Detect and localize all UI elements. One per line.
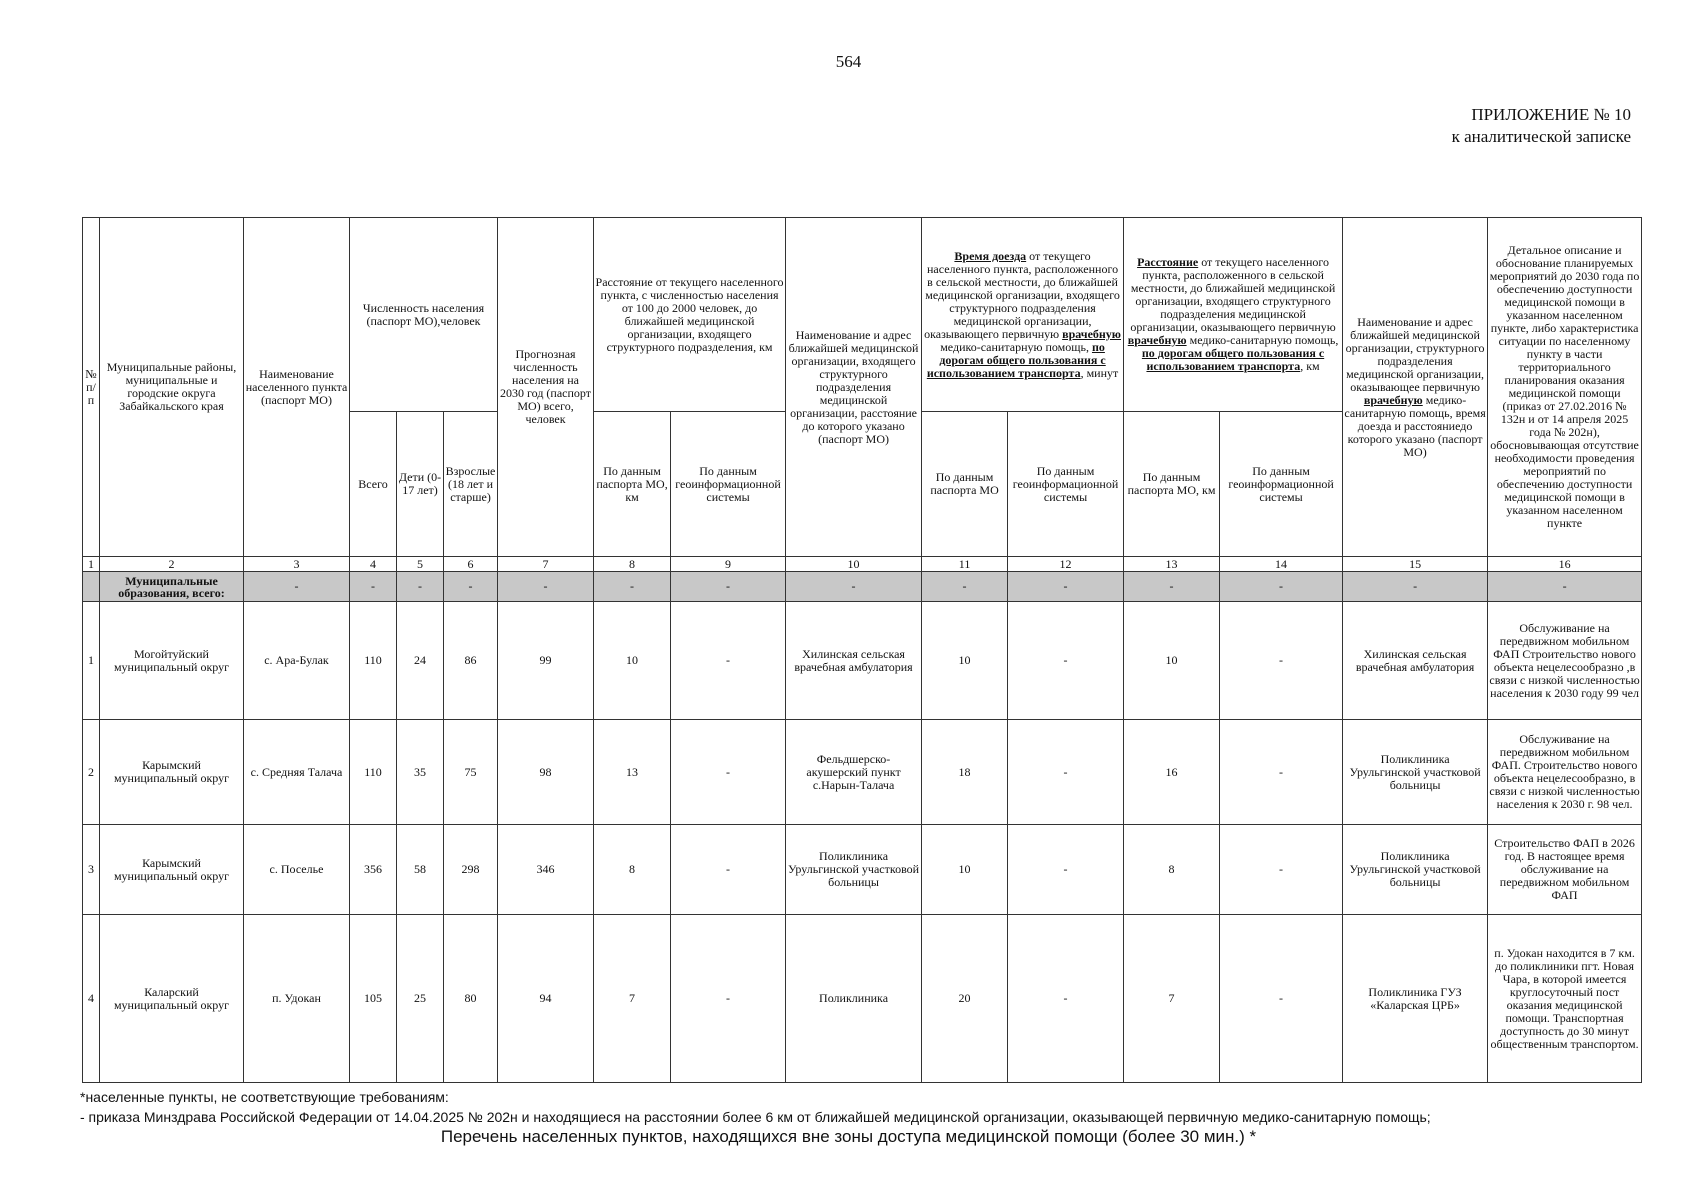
column-number: 2 <box>100 557 244 572</box>
header-col-15-p1: Наименование и адрес ближайшей медицинской организации, структурного подразделения медицинской организации, оказывающее первичную <box>1345 314 1485 394</box>
road-distance-gis-cell: - <box>1220 602 1343 720</box>
header-distance-group: Расстояние от текущего населенного пункта, с численностью населения от 100 до 2000 человек, до ближайшей медицинской организации, входящего структурного подразделения, км <box>594 218 786 412</box>
road-distance-gis-cell: - <box>1220 825 1343 915</box>
header-col-6: Взрослые (18 лет и старше) <box>444 412 498 557</box>
nearest-org-cell: Фельдшерско-акушерский пункт с.Нарын-Талача <box>786 720 922 825</box>
road-distance-gis-cell: - <box>1220 915 1343 1083</box>
total-dash: - <box>671 572 786 602</box>
page-number: 564 <box>835 52 862 71</box>
district-cell: Могойтуйский муниципальный округ <box>100 602 244 720</box>
header-travel-time-p4: медико-санитарную помощь, <box>940 339 1092 354</box>
header-travel-time-p5: по дорогам общего пользования с использованием транспорта <box>926 339 1106 380</box>
header-col-11: По данным паспорта МО <box>922 412 1008 557</box>
column-number: 6 <box>444 557 498 572</box>
total-row <box>83 572 1642 602</box>
distance-gis-cell: - <box>671 825 786 915</box>
distance-mo-cell: 7 <box>594 915 671 1083</box>
header-travel-time-p1: Время доезда <box>954 248 1027 263</box>
settlement-cell: с. Средняя Талача <box>244 720 350 825</box>
population-adults-cell: 75 <box>444 720 498 825</box>
header-road-distance-p4: медико-санитарную помощь, <box>1186 333 1339 347</box>
header-col-3: Наименование населенного пункта (паспорт МО) <box>244 218 350 557</box>
travel-time-mo-cell: 10 <box>922 602 1008 720</box>
list-title: Перечень населенных пунктов, находящихся вне зоны доступа медицинской помощи (более 30 мин.) * <box>440 1127 1257 1146</box>
column-number: 1 <box>83 557 100 572</box>
road-distance-mo-cell: 16 <box>1124 720 1220 825</box>
column-number: 13 <box>1124 557 1220 572</box>
district-cell: Каларский муниципальный округ <box>100 915 244 1083</box>
table-row <box>83 720 1642 825</box>
header-col-7: Прогнозная численность населения на 2030 год (паспорт МО) всего, человек <box>498 218 594 557</box>
settlements-table <box>82 217 1642 1083</box>
table-row <box>83 825 1642 915</box>
total-dash: - <box>1008 572 1124 602</box>
total-dash: - <box>786 572 922 602</box>
distance-mo-cell: 10 <box>594 602 671 720</box>
nearest-org-cell: Поликлиника <box>786 915 922 1083</box>
primary-care-org-cell: Поликлиника Урульгинской участковой больницы <box>1343 720 1488 825</box>
header-col-16: Детальное описание и обоснование планируемых мероприятий до 2030 года по обеспечению доступности медицинской помощи в указанном населенном пункте, либо характеристика ситуации по населенному пункту в части территориального планирования оказания медицинской помощи (приказ от 27.02.2016 № 132н и от 14 апреля 2025 года № 202н), обосновывающая отсутствие необходимости проведения мероприятий по обеспечению доступности медицинской помощи в указанном населенном пункте <box>1488 218 1642 557</box>
population-total-cell: 110 <box>350 720 397 825</box>
header-col-2: Муниципальные районы, муниципальные и городские округа Забайкальского края <box>100 218 244 557</box>
total-dash: - <box>498 572 594 602</box>
header-col-15-p3: медико-санитарную помощь, время доезда и расстояниедо которого указано (паспорт МО) <box>1344 392 1486 459</box>
column-number: 15 <box>1343 557 1488 572</box>
road-distance-gis-cell: - <box>1220 720 1343 825</box>
row-number: 1 <box>83 602 100 720</box>
population-children-cell: 25 <box>397 915 444 1083</box>
road-distance-mo-cell: 8 <box>1124 825 1220 915</box>
distance-gis-cell: - <box>671 602 786 720</box>
header-col-8: По данным паспорта МО, км <box>594 412 671 557</box>
header-road-distance-p5: по дорогам общего пользования с использованием транспорта <box>1141 346 1325 373</box>
header-col-9: По данным геоинформационной системы <box>671 412 786 557</box>
header-col-15 <box>1343 218 1488 557</box>
column-number: 11 <box>922 557 1008 572</box>
travel-time-mo-cell: 10 <box>922 825 1008 915</box>
total-dash: - <box>922 572 1008 602</box>
population-adults-cell: 298 <box>444 825 498 915</box>
column-number: 12 <box>1008 557 1124 572</box>
distance-mo-cell: 8 <box>594 825 671 915</box>
total-cell-empty <box>83 572 100 602</box>
population-total-cell: 105 <box>350 915 397 1083</box>
column-number: 9 <box>671 557 786 572</box>
header-row-1 <box>83 218 1642 412</box>
settlement-cell: с. Поселье <box>244 825 350 915</box>
header-col-13: По данным паспорта МО, км <box>1124 412 1220 557</box>
distance-gis-cell: - <box>671 720 786 825</box>
forecast-cell: 346 <box>498 825 594 915</box>
primary-care-org-cell: Поликлиника ГУЗ «Каларская ЦРБ» <box>1343 915 1488 1083</box>
column-number: 3 <box>244 557 350 572</box>
forecast-cell: 98 <box>498 720 594 825</box>
total-label: Муниципальные образования, всего: <box>100 572 244 602</box>
table-row <box>83 602 1642 720</box>
road-distance-mo-cell: 7 <box>1124 915 1220 1083</box>
column-number-row <box>83 557 1642 572</box>
header-road-distance-p3: врачебную <box>1127 333 1187 347</box>
header-col-12: По данным геоинформационной системы <box>1008 412 1124 557</box>
travel-time-gis-cell: - <box>1008 602 1124 720</box>
footnote-line-2: - приказа Минздрава Российской Федерации от 14.04.2025 № 202н и находящиеся на расстоянии более 6 км от ближайшей медицинской организации, оказывающей первичную медико-санитарную помощь; <box>80 1109 1431 1125</box>
header-travel-time-p6: , минут <box>1080 365 1119 380</box>
appendix-heading <box>1452 104 1631 148</box>
column-number: 16 <box>1488 557 1642 572</box>
footnotes <box>80 1087 1431 1127</box>
population-children-cell: 58 <box>397 825 444 915</box>
total-dash: - <box>397 572 444 602</box>
total-dash: - <box>244 572 350 602</box>
population-total-cell: 356 <box>350 825 397 915</box>
total-dash: - <box>350 572 397 602</box>
header-road-distance-p2: от текущего населенного пункта, расположенного в сельской местности, до ближайшей медицинской организации, входящего структурного подразделения медицинской организации, оказывающего первичную <box>1130 255 1336 334</box>
description-cell: Строительство ФАП в 2026 год. В настоящее время обслуживание на передвижном мобильном ФАП <box>1488 825 1642 915</box>
appendix-subtitle: к аналитической записке <box>1451 127 1631 146</box>
settlement-cell: с. Ара-Булак <box>244 602 350 720</box>
column-number: 5 <box>397 557 444 572</box>
nearest-org-cell: Хилинская сельская врачебная амбулатория <box>786 602 922 720</box>
population-total-cell: 110 <box>350 602 397 720</box>
footnote-line-1: *населенные пункты, не соответствующие требованиям: <box>80 1089 449 1105</box>
column-number: 10 <box>786 557 922 572</box>
total-dash: - <box>1343 572 1488 602</box>
appendix-title: ПРИЛОЖЕНИЕ № 10 <box>1471 105 1631 124</box>
distance-mo-cell: 13 <box>594 720 671 825</box>
total-dash: - <box>1488 572 1642 602</box>
header-population-group: Численность населения (паспорт МО),человек <box>350 218 498 412</box>
column-number: 4 <box>350 557 397 572</box>
travel-time-gis-cell: - <box>1008 915 1124 1083</box>
row-number: 4 <box>83 915 100 1083</box>
population-children-cell: 24 <box>397 602 444 720</box>
table-row <box>83 915 1642 1083</box>
row-number: 2 <box>83 720 100 825</box>
district-cell: Карымский муниципальный округ <box>100 720 244 825</box>
road-distance-mo-cell: 10 <box>1124 602 1220 720</box>
header-travel-time-p2: от текущего населенного пункта, расположенного в сельской местности, до ближайшей медицинской организации, входящего структурного подразделения медицинской организации, оказывающего первичную <box>924 248 1120 341</box>
distance-gis-cell: - <box>671 915 786 1083</box>
header-col-15-p2: врачебную <box>1363 392 1423 407</box>
nearest-org-cell: Поликлиника Урульгинской участковой больницы <box>786 825 922 915</box>
total-dash: - <box>444 572 498 602</box>
header-col-4: Всего <box>350 412 397 557</box>
district-cell: Карымский муниципальный округ <box>100 825 244 915</box>
column-number: 7 <box>498 557 594 572</box>
description-cell: Обслуживание на передвижном мобильном ФАП. Строительство нового объекта нецелесообразно, в связи с низкой численностью населения к 2030 г. 98 чел. <box>1488 720 1642 825</box>
travel-time-gis-cell: - <box>1008 825 1124 915</box>
header-travel-time-p3: врачебную <box>1062 326 1121 341</box>
column-number: 8 <box>594 557 671 572</box>
header-col-1: № п/п <box>83 218 100 557</box>
header-travel-time-group <box>922 218 1124 412</box>
header-col-10: Наименование и адрес ближайшей медицинской организации, входящего структурного подразделения медицинской организации, расстояние до которого указано (паспорт МО) <box>786 218 922 557</box>
primary-care-org-cell: Поликлиника Урульгинской участковой больницы <box>1343 825 1488 915</box>
forecast-cell: 94 <box>498 915 594 1083</box>
header-road-distance-p6: , км <box>1300 359 1320 373</box>
header-road-distance-group <box>1124 218 1343 412</box>
travel-time-mo-cell: 20 <box>922 915 1008 1083</box>
travel-time-gis-cell: - <box>1008 720 1124 825</box>
primary-care-org-cell: Хилинская сельская врачебная амбулатория <box>1343 602 1488 720</box>
row-number: 3 <box>83 825 100 915</box>
column-number: 14 <box>1220 557 1343 572</box>
description-cell: п. Удокан находится в 7 км. до поликлиники пгт. Новая Чара, в которой имеется круглосуточный пост оказания медицинской помощи. Транспортная доступность до 30 минут общественным транспортом. <box>1488 915 1642 1083</box>
header-col-5: Дети (0-17 лет) <box>397 412 444 557</box>
header-road-distance-p1: Расстояние <box>1137 255 1199 269</box>
forecast-cell: 99 <box>498 602 594 720</box>
total-dash: - <box>1124 572 1220 602</box>
population-adults-cell: 86 <box>444 602 498 720</box>
total-dash: - <box>594 572 671 602</box>
header-col-14: По данным геоинформационной системы <box>1220 412 1343 557</box>
population-children-cell: 35 <box>397 720 444 825</box>
settlement-cell: п. Удокан <box>244 915 350 1083</box>
travel-time-mo-cell: 18 <box>922 720 1008 825</box>
description-cell: Обслуживание на передвижном мобильном ФАП Строительство нового объекта нецелесообразно ,в связи с низкой численностью населения к 2030 году 99 чел <box>1488 602 1642 720</box>
total-dash: - <box>1220 572 1343 602</box>
population-adults-cell: 80 <box>444 915 498 1083</box>
